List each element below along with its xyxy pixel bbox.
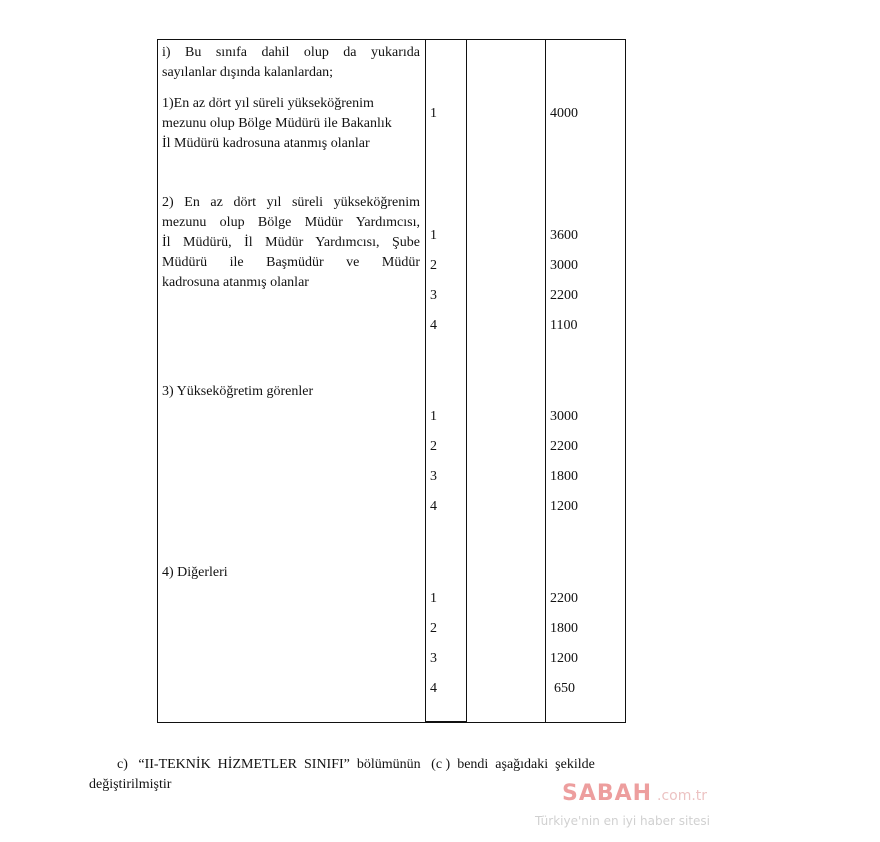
- section-label-line: 3) Yükseköğretim görenler: [162, 384, 314, 399]
- amount-cell: 3000: [550, 258, 578, 273]
- section-label-line: mezunu olup Bölge Müdürü ile Bakanlık: [162, 116, 392, 131]
- amount-cell: 650: [554, 681, 575, 696]
- section-intro-line: i) Bu sınıfa dahil olup da yukarıda: [162, 45, 420, 60]
- degree-cell: 4: [430, 318, 437, 333]
- watermark-domain: .com.tr: [657, 788, 708, 804]
- section-label-line: mezunu olup Bölge Müdür Yardımcısı,: [162, 215, 420, 230]
- degree-cell: 2: [430, 621, 437, 636]
- section-label-line: Müdürü ile Başmüdür ve Müdür: [162, 255, 420, 270]
- amount-cell: 1800: [550, 469, 578, 484]
- section-label-line: 1)En az dört yıl süreli yükseköğrenim: [162, 96, 374, 111]
- column-divider: [545, 39, 546, 723]
- section-intro-line: sayılanlar dışında kalanlardan;: [162, 65, 334, 80]
- degree-cell: 2: [430, 439, 437, 454]
- amount-cell: 1800: [550, 621, 578, 636]
- degree-cell: 3: [430, 288, 437, 303]
- amount-cell: 2200: [550, 591, 578, 606]
- section-label-line: 2) En az dört yıl süreli yükseköğrenim: [162, 195, 420, 210]
- amount-cell: 2200: [550, 288, 578, 303]
- degree-cell: 1: [430, 106, 437, 121]
- degree-cell: 4: [430, 499, 437, 514]
- section-label-line: İl Müdürü kadrosuna atanmış olanlar: [162, 136, 370, 151]
- column-divider: [466, 39, 467, 723]
- column-divider: [425, 39, 426, 723]
- degree-cell: 1: [430, 409, 437, 424]
- amount-cell: 1200: [550, 651, 578, 666]
- footer-paragraph-end: değiştirilmiştir: [89, 777, 172, 792]
- degree-cell: 3: [430, 469, 437, 484]
- amount-cell: 2200: [550, 439, 578, 454]
- amount-cell: 3600: [550, 228, 578, 243]
- degree-cell: 4: [430, 681, 437, 696]
- footer-paragraph: c) “II-TEKNİK HİZMETLER SINIFI” bölümünün (c ) bendi aşağıdaki şekilde: [117, 757, 595, 772]
- amount-cell: 1100: [550, 318, 578, 333]
- watermark-tagline: Türkiye'nin en iyi haber sitesi: [535, 814, 711, 828]
- watermark-logo: SABAH: [562, 781, 653, 806]
- degree-cell: 2: [430, 258, 437, 273]
- amount-cell: 1200: [550, 499, 578, 514]
- degree-cell: 3: [430, 651, 437, 666]
- section-label-line: 4) Diğerleri: [162, 565, 228, 580]
- cell-bottom-line: [425, 721, 466, 722]
- amount-cell: 3000: [550, 409, 578, 424]
- section-label-line: kadrosuna atanmış olanlar: [162, 275, 309, 290]
- section-label-line: İl Müdürü, İl Müdür Yardımcısı, Şube: [162, 235, 420, 250]
- degree-cell: 1: [430, 228, 437, 243]
- amount-cell: 4000: [550, 106, 578, 121]
- degree-cell: 1: [430, 591, 437, 606]
